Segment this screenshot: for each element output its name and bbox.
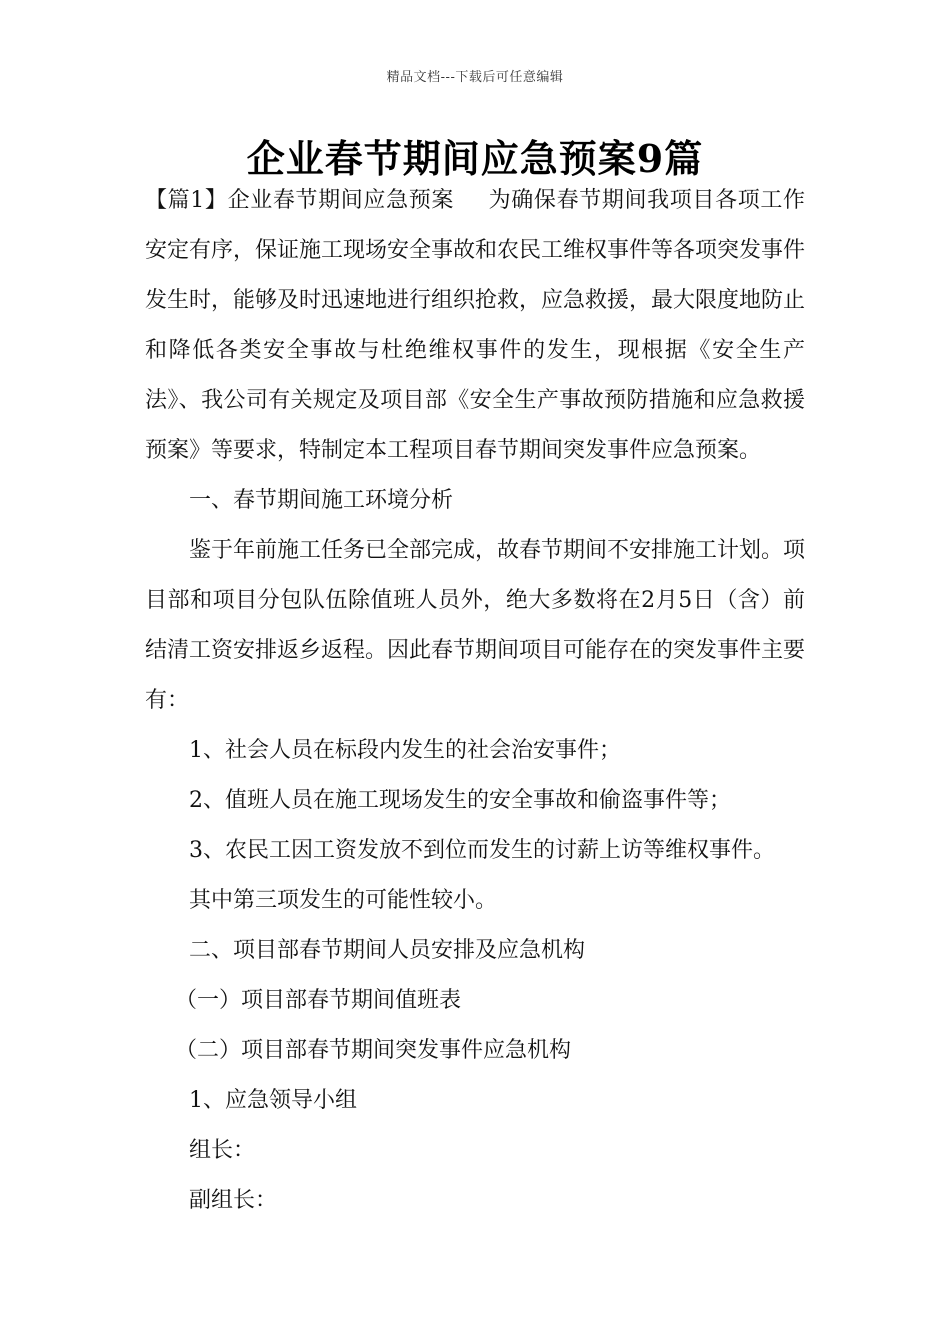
intro-text: 为确保春节期间我项目各项工作安定有序，保证施工现场安全事故和农民工维权事件等各项突发事件发生时，能够及时迅速地进行组织抢救，应急救援，最大限度地防止和降低各类安全事故与杜绝维权事件的发生，现根据《安全生产法》、我公司有关规定及项目部《安全生产事故预防措施和应急救援预案》等要求，特制定本工程项目春节期间突发事件应急预案。	[145, 188, 806, 463]
group-heading: 1、应急领导小组	[189, 1088, 357, 1113]
section2-sub1: （一）项目部春节期间值班表	[175, 988, 462, 1013]
section1-item-1: 1、社会人员在标段内发生的社会治安事件；	[189, 738, 621, 763]
leader-line: 组长：	[189, 1138, 256, 1163]
document-title: 企业春节期间应急预案9篇	[246, 136, 704, 181]
intro-paragraph	[145, 176, 805, 476]
section1-heading: 一、春节期间施工环境分析	[189, 488, 454, 513]
document-body	[145, 176, 805, 1226]
section1-paragraph: 鉴于年前施工任务已全部完成，故春节期间不安排施工计划。项目部和项目分包队伍除值班人员外，绝大多数将在2月5日（含）前结清工资安排返乡返程。因此春节期间项目可能存在的突发事件主要有：	[145, 538, 806, 713]
section1-item-2: 2、值班人员在施工现场发生的安全事故和偷盗事件等；	[189, 788, 731, 813]
page-header: 精品文档---下载后可任意编辑	[386, 70, 564, 85]
section2-sub2: （二）项目部春节期间突发事件应急机构	[175, 1038, 572, 1063]
section2-heading: 二、项目部春节期间人员安排及应急机构	[189, 938, 586, 963]
intro-heading: 【篇1】企业春节期间应急预案	[145, 188, 454, 213]
deputy-line: 副组长：	[189, 1188, 278, 1213]
section1-note: 其中第三项发生的可能性较小。	[189, 888, 498, 913]
section1-item-3: 3、农民工因工资发放不到位而发生的讨薪上访等维权事件。	[189, 838, 775, 863]
